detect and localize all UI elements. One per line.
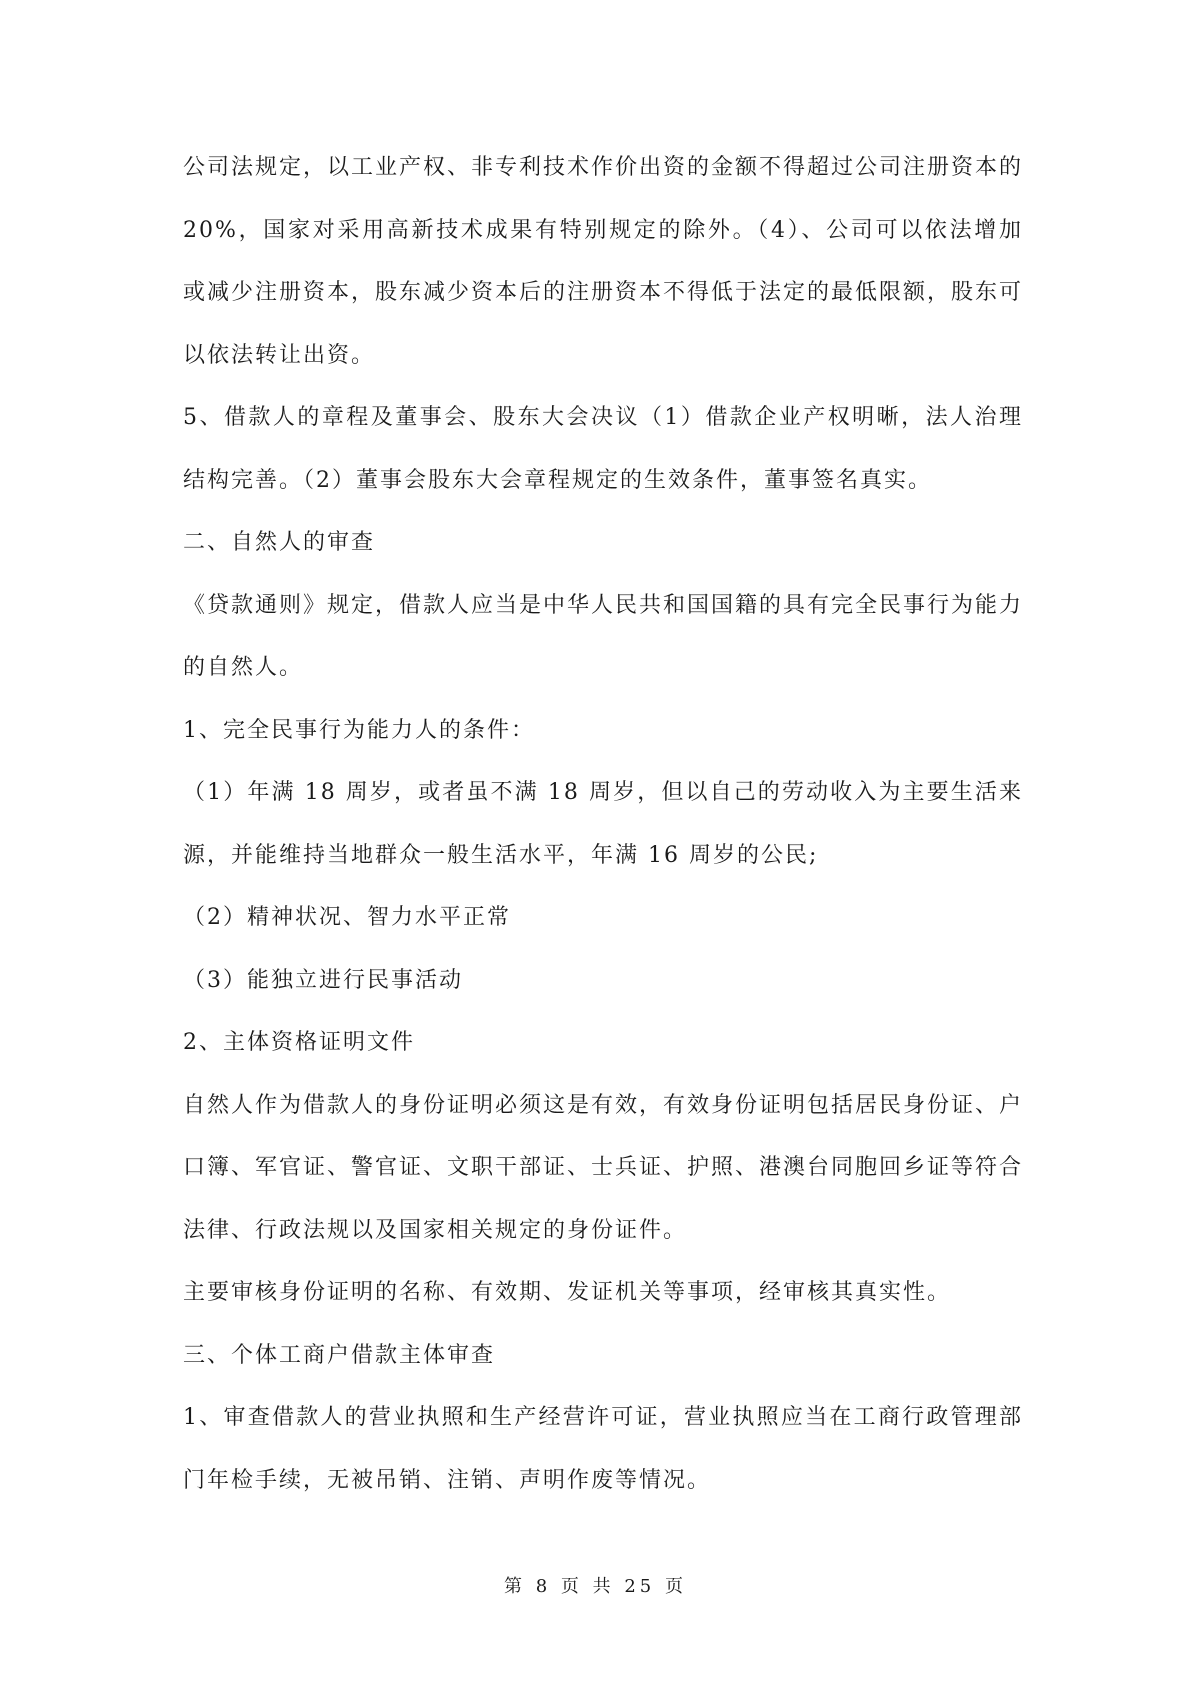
paragraph-articles-resolutions: 5、借款人的章程及董事会、股东大会决议（1）借款企业产权明晰，法人治理结构完善。（2）董事会股东大会章程规定的生效条件，董事签名真实。 [183, 405, 1023, 493]
heading-identity-documents: 2、主体资格证明文件 [183, 1030, 415, 1055]
paragraph-identity-verification: 主要审核身份证明的名称、有效期、发证机关等事项，经审核其真实性。 [183, 1280, 952, 1305]
page-number: 第 8 页 共 25 页 [504, 1576, 687, 1597]
paragraph-business-license: 1、审查借款人的营业执照和生产经营许可证，营业执照应当在工商行政管理部门年检手续，无被吊销、注销、声明作废等情况。 [183, 1405, 1023, 1493]
heading-capacity-conditions: 1、完全民事行为能力人的条件： [183, 717, 535, 743]
document-body [183, 137, 1023, 1512]
paragraph-condition-age: （1）年满 18 周岁，或者虽不满 18 周岁，但以自己的劳动收入为主要生活来源，并能维持当地群众一般生活水平，年满 16 周岁的公民; [183, 780, 1023, 868]
paragraph-identity-documents: 自然人作为借款人的身份证明必须这是有效，有效身份证明包括居民身份证、户口簿、军官证、警官证、文职干部证、士兵证、护照、港澳台同胞回乡证等符合法律、行政法规以及国家相关规定的身份证件。 [183, 1092, 1024, 1243]
paragraph-loan-rules: 《贷款通则》规定，借款人应当是中华人民共和国国籍的具有完全民事行为能力的自然人。 [183, 592, 1024, 680]
heading-individual-business: 三、个体工商户借款主体审查 [183, 1342, 496, 1368]
paragraph-condition-mental: （2）精神状况、智力水平正常 [183, 905, 511, 930]
paragraph-company-law: 公司法规定，以工业产权、非专利技术作价出资的金额不得超过公司注册资本的20%，国家对采用高新技术成果有特别规定的除外。（4）、公司可以依法增加或减少注册资本，股东减少资本后的注册资本不得低于法定的最低限额，股东可以依法转让出资。 [183, 155, 1024, 368]
page-footer [0, 1572, 1191, 1598]
paragraph-condition-independent: （3）能独立进行民事活动 [183, 967, 463, 993]
heading-natural-person-review: 二、自然人的审查 [183, 530, 376, 555]
